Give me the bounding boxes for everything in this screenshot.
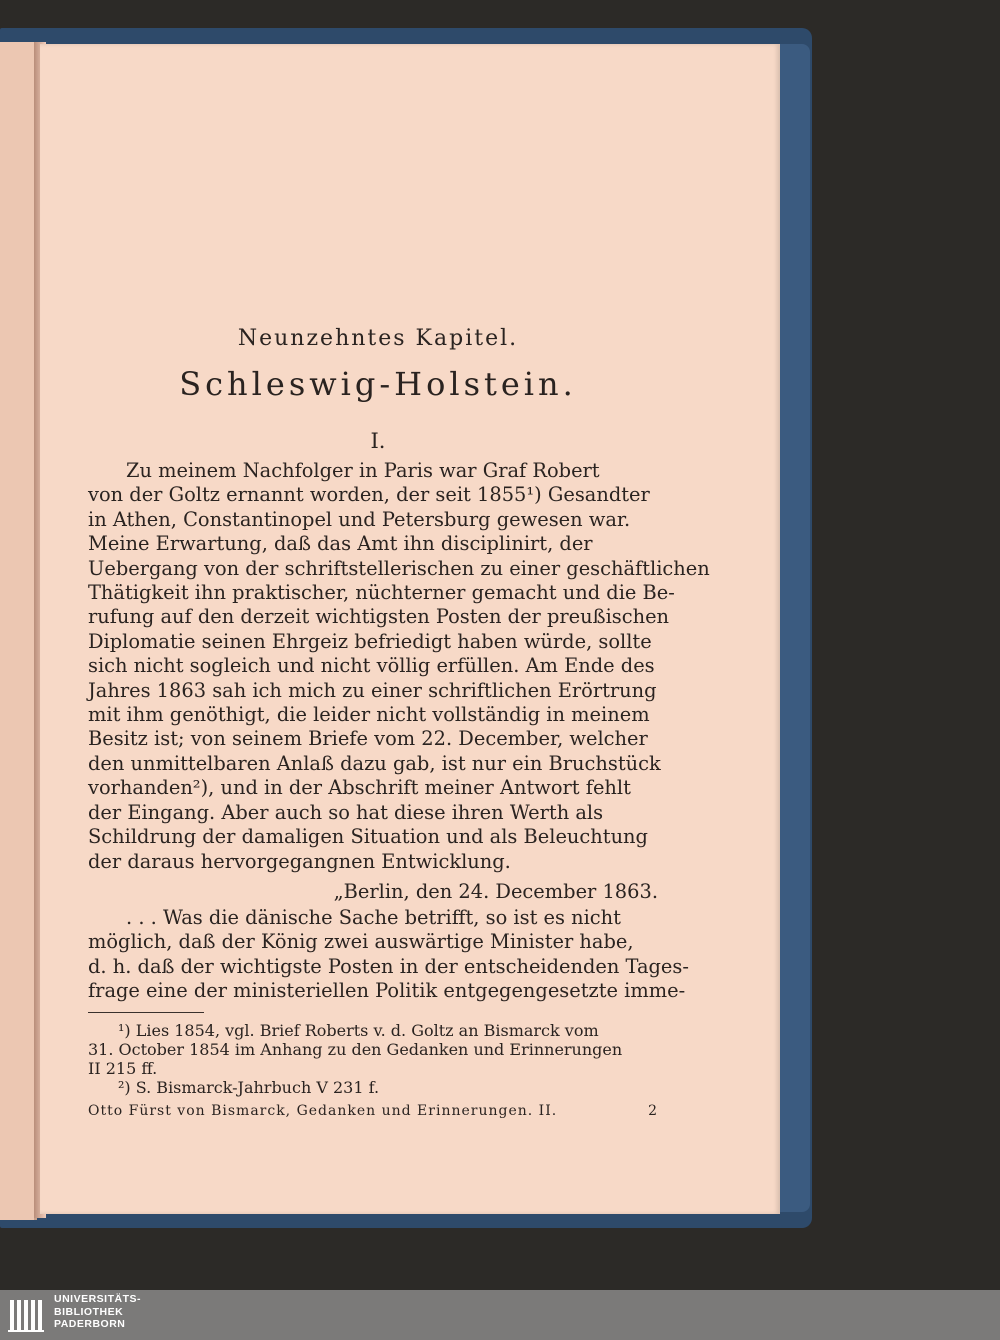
paragraph-line: Diplomatie seinen Ehrgeiz befriedigt haben würde, sollte xyxy=(88,629,652,653)
footnote-1 xyxy=(88,1021,668,1078)
library-logo-text xyxy=(54,1293,141,1331)
paragraph-line: der daraus hervorgegangnen Entwicklung. xyxy=(88,849,511,873)
paragraph-line: Besitz ist; von seinem Briefe vom 22. December, welcher xyxy=(88,727,648,751)
signature-number: 2 xyxy=(648,1102,658,1119)
paragraph-line: vorhanden²), und in der Abschrift meiner Antwort fehlt xyxy=(88,776,631,800)
chapter-number: Neunzehntes Kapitel. xyxy=(237,326,519,351)
section-number: I. xyxy=(370,429,386,453)
paragraph-line: Schildrung der damaligen Situation und als Beleuchtung xyxy=(88,825,648,849)
paragraph-line: den unmittelbaren Anlaß dazu gab, ist nur ein Bruchstück xyxy=(88,751,661,775)
letter-line: frage eine der ministeriellen Politik entgegengesetzte imme- xyxy=(88,979,686,1003)
paragraph-line: in Athen, Constantinopel und Petersburg gewesen war. xyxy=(88,507,631,531)
left-page-edge xyxy=(0,42,37,1220)
paragraph-line: mit ihm genöthigt, die leider nicht vollständig in meinem xyxy=(88,703,650,727)
paragraph-line: rufung auf den derzeit wichtigsten Posten der preußischen xyxy=(88,605,670,629)
paragraph-line: Uebergang von der schriftstellerischen zu einer geschäftlichen xyxy=(88,556,710,580)
logo-line: PADERBORN xyxy=(54,1318,126,1330)
footnote-line: 31. October 1854 im Anhang zu den Gedanken und Erinnerungen xyxy=(88,1039,623,1059)
letter-line: . . . Was die dänische Sache betrifft, so ist es nicht xyxy=(126,905,621,929)
signature-text: Otto Fürst von Bismarck, Gedanken und Erinnerungen. II. xyxy=(88,1102,558,1119)
printer-signature xyxy=(88,1103,668,1119)
right-page xyxy=(40,44,780,1214)
chapter-title: Schleswig-Holstein. xyxy=(179,365,577,403)
footnote-divider xyxy=(88,1012,204,1013)
paragraph-line: von der Goltz ernannt worden, der seit 1855¹) Gesandter xyxy=(88,483,650,507)
page-text-block xyxy=(88,314,710,1119)
letter-dateline: „Berlin, den 24. December 1863. xyxy=(333,879,658,903)
footnote-line: II 215 ff. xyxy=(88,1058,158,1078)
letter-excerpt xyxy=(88,905,689,1004)
logo-line: BIBLIOTHEK xyxy=(54,1305,124,1318)
library-logo-icon xyxy=(8,1296,48,1334)
footnote-line: ¹) Lies 1854, vgl. Brief Roberts v. d. Goltz an Bismarck vom xyxy=(118,1020,599,1040)
library-footer-bar xyxy=(0,1290,1000,1340)
footnote-2 xyxy=(88,1078,668,1097)
paragraph-line: sich nicht sogleich und nicht völlig erfüllen. Am Ende des xyxy=(88,654,655,678)
logo-line: UNIVERSITÄTS- xyxy=(54,1293,142,1305)
footnote-line: ²) S. Bismarck-Jahrbuch V 231 f. xyxy=(118,1077,380,1097)
footnotes xyxy=(88,1021,668,1097)
paragraph-line: Meine Erwartung, daß das Amt ihn disciplinirt, der xyxy=(88,532,593,556)
book-cover-edge xyxy=(776,44,810,1212)
letter-line: d. h. daß der wichtigste Posten in der entscheidenden Tages- xyxy=(88,954,689,978)
paragraph-line: Thätigkeit ihn praktischer, nüchterner gemacht und die Be- xyxy=(88,581,675,605)
paragraph-line: Jahres 1863 sah ich mich zu einer schriftlichen Erörtrung xyxy=(88,678,657,702)
letter-line: möglich, daß der König zwei auswärtige Minister habe, xyxy=(88,930,634,954)
main-paragraph xyxy=(88,459,710,874)
paragraph-line: Zu meinem Nachfolger in Paris war Graf Robert xyxy=(126,459,600,482)
paragraph-line: der Eingang. Aber auch so hat diese ihren Werth als xyxy=(88,800,604,824)
